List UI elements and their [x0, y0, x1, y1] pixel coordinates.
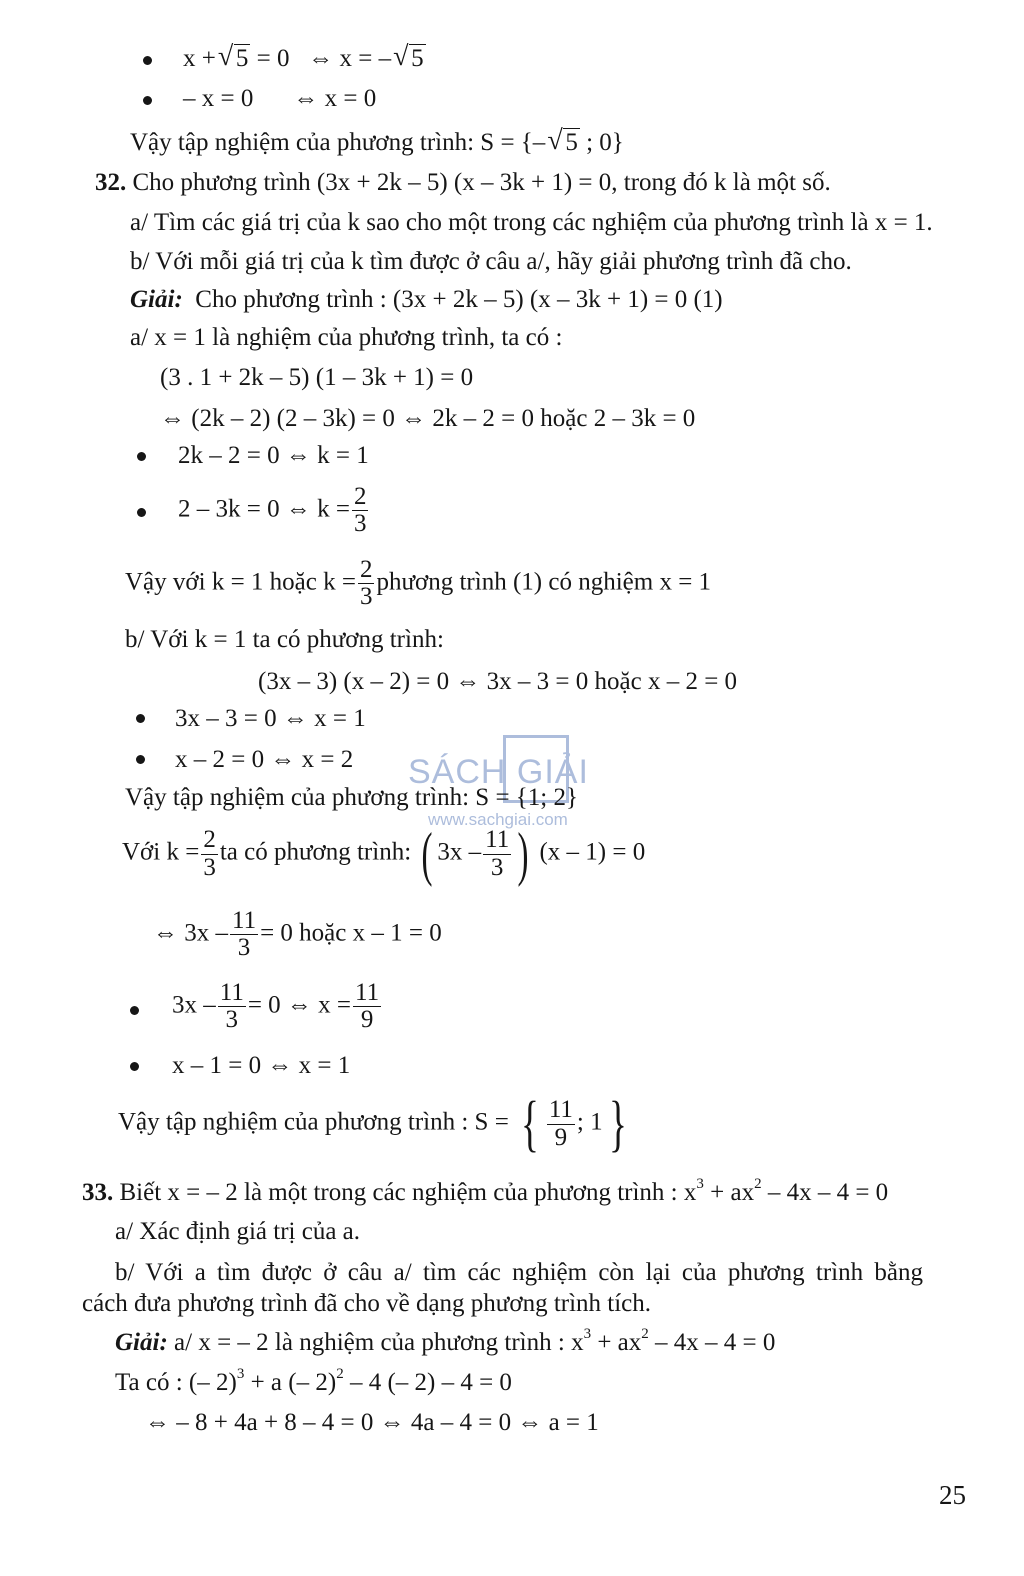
bullet-icon: [137, 452, 146, 461]
bullet-icon: [137, 508, 146, 517]
conclusion-line: Vậy với k = 1 hoặc k = $\frac{2}{3}$ phương trình (1) có nghiệm x = 1: [125, 556, 712, 611]
math-line: (3 . 1 + 2k – 5) (1 – 3k + 1) = 0: [160, 364, 474, 391]
math-line: ⇔ – 8 + 4a + 8 – 4 = 0 ⇔ 4a – 4 = 0 ⇔ a = 1: [145, 1409, 599, 1436]
bullet-icon: [130, 1062, 139, 1071]
bullet-icon: [143, 56, 152, 65]
bullet-icon: [136, 755, 145, 764]
math-line: ⇔ (2k – 2) (2 – 3k) = 0 ⇔ 2k – 2 = 0 hoặc 2 – 3k = 0: [160, 405, 696, 432]
problem-33-part-a: a/ Xác định giá trị của a.: [115, 1218, 361, 1245]
math-line: 3x – $\frac{11}{3}$ = 0 ⇔ x = $\frac{11}{9}$: [172, 979, 380, 1034]
math-line: ⇔ 3x – $\frac{11}{3}$ = 0 hoặc x – 1 = 0: [153, 907, 442, 962]
math-line: Với k = $\frac{2}{3}$ ta có phương trình: ( 3x – $\frac{11}{3}$ ) (x – 1) = 0: [122, 821, 646, 887]
problem-32-statement: 32. Cho phương trình (3x + 2k – 5) (x – 3k + 1) = 0, trong đó k là một số.: [95, 169, 831, 196]
bullet-icon: [130, 1006, 139, 1015]
bullet-icon: [136, 714, 145, 723]
problem-33-statement: 33. Biết x = – 2 là một trong các nghiệm của phương trình : $x^3 + ax^2 - 4x - 4 = 0$: [82, 1176, 889, 1206]
math-line: Ta có : (– 2)$^3$ + a (– 2)$^2$ – 4 (– 2) – 4 = 0: [115, 1366, 512, 1396]
math-line: (3x – 3) (x – 2) = 0 ⇔ 3x – 3 = 0 hoặc x – 2 = 0: [258, 668, 738, 695]
problem-33-part-b: b/ Với a tìm được ở câu a/ tìm các nghiệm còn lại của phương trình bằng: [115, 1259, 923, 1286]
solution-heading: Giải: a/ x = – 2 là nghiệm của phương trình : $x^3 + ax^2 - 4x - 4 = 0$: [115, 1326, 776, 1356]
solution-heading: Giải: Cho phương trình : (3x + 2k – 5) (x – 3k + 1) = 0 (1): [130, 286, 723, 313]
watermark-url: www.sachgiai.com: [428, 810, 568, 829]
math-line: 2 – 3k = 0 ⇔ k = $\frac{2}{3}$: [178, 483, 367, 538]
page-number: 25: [939, 1480, 966, 1510]
math-line: x – 1 = 0 ⇔ x = 1: [172, 1052, 351, 1079]
math-line: a/ x = 1 là nghiệm của phương trình, ta có :: [130, 324, 563, 351]
conclusion-line: Vậy tập nghiệm của phương trình : S = { $\frac{11}{9}$ ; 1}: [118, 1090, 627, 1158]
math-line: 3x – 3 = 0 ⇔ x = 1: [175, 705, 366, 732]
problem-33-part-b-cont: cách đưa phương trình đã cho về dạng phương trình tích.: [82, 1290, 652, 1317]
math-line: b/ Với k = 1 ta có phương trình:: [125, 626, 444, 653]
problem-32-part-b: b/ Với mỗi giá trị của k tìm được ở câu a/, hãy giải phương trình đã cho.: [130, 248, 852, 275]
conclusion-line: Vậy tập nghiệm của phương trình: S = {1; 2}: [125, 784, 579, 811]
bullet-icon: [143, 96, 152, 105]
math-line: x +√ 5 = 0 ⇔ x = –√ 5: [183, 46, 426, 71]
math-line: – x = 0 ⇔ x = 0: [183, 85, 377, 112]
watermark-brand: SÁCH GIẢI: [408, 753, 589, 791]
problem-32-part-a: a/ Tìm các giá trị của k sao cho một trong các nghiệm của phương trình là x = 1.: [130, 209, 933, 236]
conclusion-line: Vậy tập nghiệm của phương trình: S = {–√ 5 ; 0}: [130, 130, 624, 155]
math-line: 2k – 2 = 0 ⇔ k = 1: [178, 442, 369, 469]
math-line: x – 2 = 0 ⇔ x = 2: [175, 746, 354, 773]
